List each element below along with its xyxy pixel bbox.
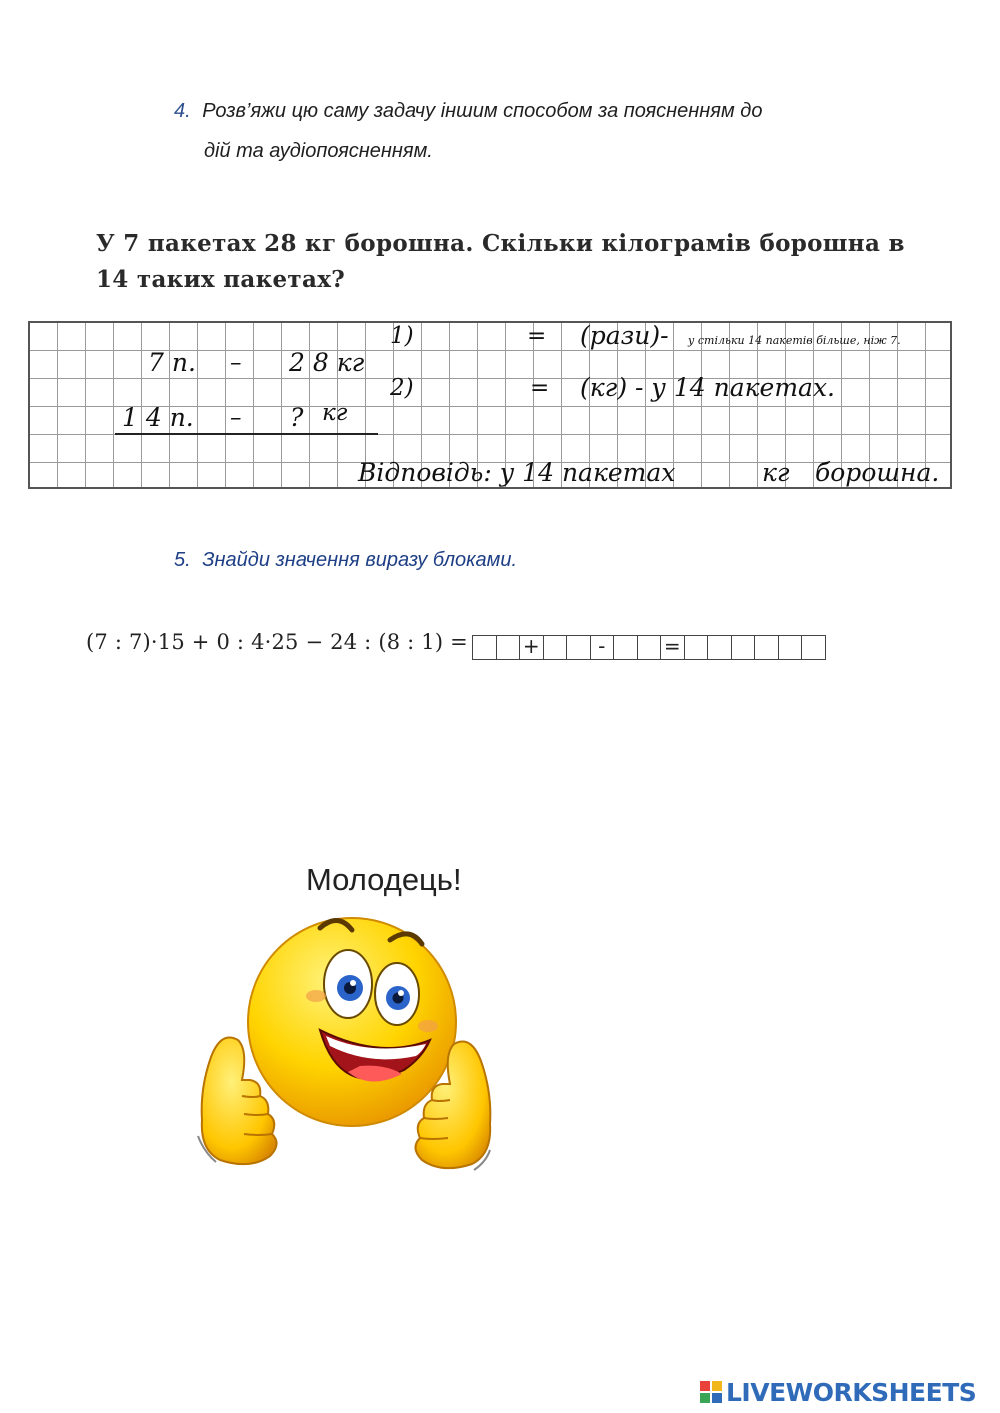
grid-row2-unit: кг xyxy=(322,400,348,426)
task-4-number: 4. xyxy=(174,100,191,122)
grid-row2-dash: – xyxy=(230,405,242,431)
task-4-line-2: дій та аудіопоясненням. xyxy=(204,140,433,162)
answer-cell[interactable] xyxy=(567,636,591,659)
answer-cell[interactable] xyxy=(638,636,662,659)
operator-cell-minus: - xyxy=(591,636,615,659)
grid-row1-mass: 2 8 кг xyxy=(289,348,365,377)
grid-row2-count: 1 4 п. xyxy=(122,403,194,432)
answer-cell[interactable] xyxy=(473,636,497,659)
answer-cell[interactable] xyxy=(544,636,568,659)
problem-line-1: У 7 пакетах 28 кг борошна. Скільки кілограмів борошна в xyxy=(96,230,905,257)
logo-grid-icon xyxy=(700,1381,722,1403)
task-4-heading xyxy=(174,91,762,131)
answer-suffix: борошна. xyxy=(815,458,940,487)
task-4-line-1: Розв’яжи цю саму задачу іншим способом за поясненням до xyxy=(202,100,763,122)
operator-cell-equals: = xyxy=(661,636,685,659)
answer-cell[interactable] xyxy=(755,636,779,659)
answer-prefix: Відповідь: у 14 пакетах xyxy=(358,458,676,487)
step-1-note: у стільки 14 пакетів більше, ніж 7. xyxy=(688,334,901,347)
logo-text: LIVEWORKSHEETS xyxy=(726,1377,977,1407)
answer-unit: кг xyxy=(762,458,790,487)
answer-cell[interactable] xyxy=(732,636,756,659)
praise-text: Молодець! xyxy=(306,862,462,897)
smiley-thumbs-up-icon xyxy=(190,900,510,1190)
answer-cell[interactable] xyxy=(708,636,732,659)
step-2-equals: = xyxy=(530,375,550,401)
grid-row1-dash: – xyxy=(230,350,242,376)
problem-statement xyxy=(96,226,966,298)
answer-cell[interactable] xyxy=(802,636,826,659)
liveworksheets-logo xyxy=(700,1378,976,1406)
operator-cell-plus: + xyxy=(520,636,544,659)
step-1-unit: (рази)- xyxy=(580,321,669,350)
answer-cell[interactable] xyxy=(685,636,709,659)
math-expression: (7 : 7)·15 + 0 : 4·25 − 24 : (8 : 1) = xyxy=(86,630,468,654)
step-2-number: 2) xyxy=(390,375,414,401)
task-5-heading xyxy=(174,540,517,580)
answer-cell[interactable] xyxy=(497,636,521,659)
step-2-text: (кг) - у 14 пакетах. xyxy=(580,373,836,402)
answer-cell[interactable] xyxy=(614,636,638,659)
answer-cell[interactable] xyxy=(779,636,803,659)
task-5-text: Знайди значення виразу блоками. xyxy=(202,549,518,571)
grid-row1-count: 7 п. xyxy=(148,348,196,377)
step-1-equals: = xyxy=(527,323,547,349)
answer-blocks xyxy=(472,635,826,660)
problem-line-2: 14 таких пакетах? xyxy=(96,266,345,293)
task-5-number: 5. xyxy=(174,549,191,571)
grid-underline xyxy=(115,433,378,435)
grid-row2-question: ? xyxy=(290,403,304,432)
step-1-number: 1) xyxy=(390,323,414,349)
